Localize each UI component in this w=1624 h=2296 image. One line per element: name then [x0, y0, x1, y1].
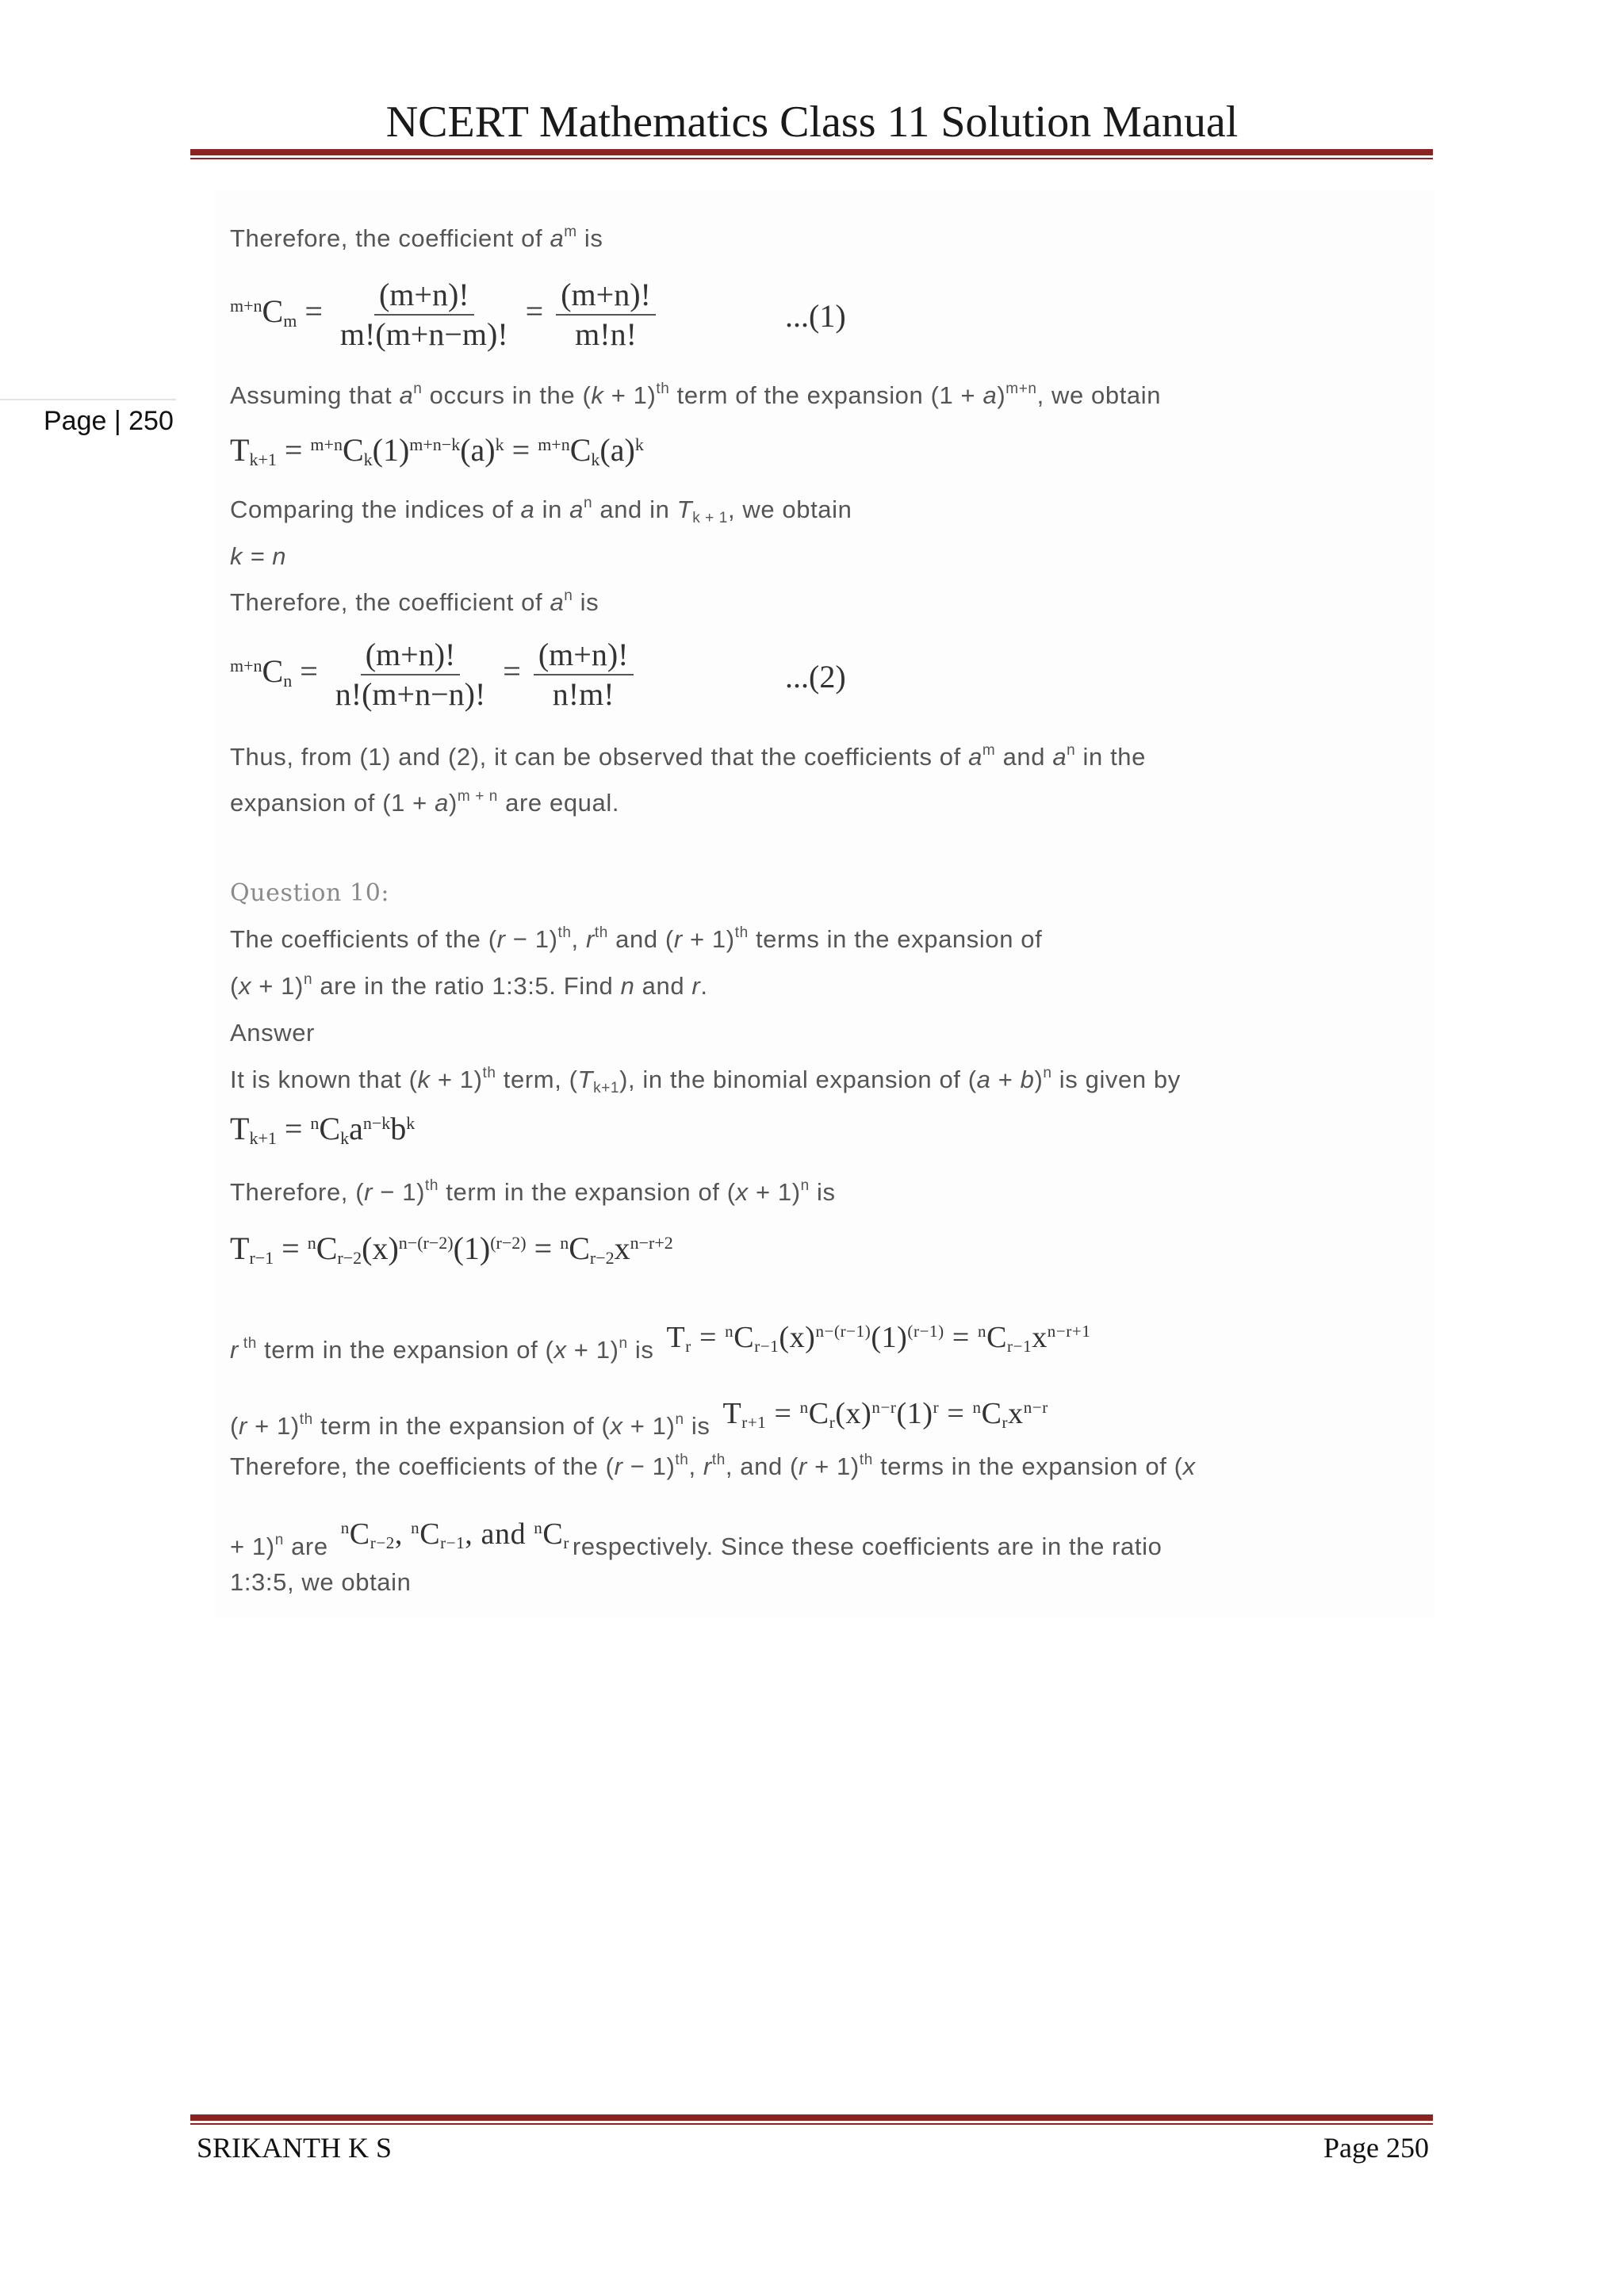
- fraction-numerator: (m+n)!: [534, 639, 634, 675]
- text-segment: C: [262, 653, 284, 690]
- text-line: [230, 1451, 1196, 1483]
- italic-variable: a: [520, 496, 535, 523]
- fraction-denominator: n!(m+n−n)!: [335, 676, 486, 712]
- italic-variable: k: [417, 1066, 431, 1093]
- text-segment: is: [576, 224, 603, 252]
- text-segment: + 1): [748, 1178, 801, 1206]
- text-segment: , we obtain: [1036, 381, 1162, 409]
- text-segment: C: [569, 1230, 590, 1266]
- text-segment: ), in the binomial expansion of (: [619, 1066, 977, 1093]
- superscript: n: [307, 1233, 316, 1253]
- italic-variable: a: [569, 496, 584, 523]
- superscript: th: [482, 1065, 496, 1081]
- superscript: th: [656, 381, 670, 397]
- subscript: r−2: [337, 1248, 362, 1268]
- superscript: m+n−k: [409, 434, 461, 454]
- superscript: k: [634, 434, 644, 454]
- superscript: th: [238, 1335, 257, 1352]
- text-segment: + 1): [251, 972, 304, 1000]
- footer-page-number: Page 250: [1323, 2132, 1429, 2164]
- italic-variable: r: [230, 1336, 239, 1364]
- italic-variable: x: [238, 972, 252, 1000]
- text-segment: (: [230, 972, 239, 1000]
- text-segment: − 1): [373, 1178, 425, 1206]
- italic-variable: r: [703, 1452, 712, 1480]
- text-segment: +: [990, 1066, 1021, 1093]
- answer-heading: [230, 1017, 315, 1049]
- superscript: n−r: [1023, 1398, 1048, 1417]
- superscript: n: [413, 381, 423, 397]
- text-segment: a: [349, 1111, 363, 1146]
- italic-variable: a: [968, 743, 982, 771]
- text-segment: ): [448, 789, 458, 817]
- text-segment: expansion of (1 +: [230, 789, 435, 817]
- fraction-denominator: m!n!: [575, 316, 637, 352]
- superscript: n: [800, 1177, 810, 1194]
- italic-variable: x: [553, 1336, 567, 1364]
- text-segment-group: [230, 1336, 653, 1364]
- superscript: m+n: [538, 434, 570, 454]
- superscript: n: [310, 1113, 320, 1133]
- subscript: r: [1002, 1413, 1009, 1432]
- text-line: [230, 741, 1146, 773]
- text-segment: (1): [372, 432, 410, 468]
- text-segment: =: [274, 1230, 308, 1266]
- superscript: n: [799, 1398, 809, 1417]
- text-segment: C: [542, 1517, 564, 1551]
- superscript: th: [299, 1411, 313, 1428]
- superscript: th: [734, 924, 749, 941]
- text-segment: is: [684, 1412, 710, 1440]
- italic-variable: r: [364, 1178, 373, 1206]
- text-segment: and: [995, 743, 1053, 771]
- text-segment: + 1): [566, 1336, 619, 1364]
- subscript: r−2: [370, 1533, 395, 1552]
- text-segment: x: [1032, 1321, 1048, 1354]
- text-segment: T: [722, 1397, 742, 1430]
- superscript: m+n: [230, 296, 262, 316]
- text-segment: b: [390, 1111, 407, 1146]
- sidebar-divider: [0, 399, 176, 400]
- superscript: n: [675, 1411, 684, 1428]
- text-segment: is: [627, 1336, 654, 1364]
- text-segment: ): [997, 381, 1006, 409]
- text-segment: (a): [599, 432, 635, 468]
- text-segment: =: [276, 432, 311, 468]
- subscript: r: [563, 1533, 569, 1552]
- text-segment: Comparing the indices of: [230, 496, 521, 523]
- text-segment-group: [573, 1533, 1162, 1560]
- text-segment-group: [230, 1412, 710, 1440]
- italic-variable: r: [238, 1412, 247, 1440]
- italic-variable: r: [798, 1452, 807, 1480]
- text-segment: T: [230, 432, 250, 468]
- superscript: n−r: [871, 1398, 897, 1417]
- text-segment: ,: [688, 1452, 703, 1480]
- formula-term-r: [666, 1321, 1091, 1356]
- text-segment: =: [504, 432, 538, 468]
- formula-general-term: [230, 1111, 416, 1148]
- text-segment: C: [316, 1230, 338, 1266]
- text-segment: C: [986, 1321, 1008, 1354]
- superscript: n: [977, 1322, 987, 1341]
- text-line: [230, 380, 1161, 411]
- superscript: m: [982, 742, 996, 759]
- text-segment: =: [939, 1397, 973, 1430]
- text-segment: term in the expansion of (: [439, 1178, 736, 1206]
- formula-term-r-plus-1: [722, 1397, 1048, 1432]
- superscript: n−(r−1): [815, 1322, 871, 1341]
- superscript: m+n: [310, 434, 343, 454]
- text-segment: C: [981, 1397, 1002, 1430]
- text-segment: in: [534, 496, 570, 523]
- text-segment: Therefore, the coefficient of: [230, 224, 550, 252]
- text-segment: (1): [896, 1397, 933, 1430]
- fraction: [335, 279, 513, 350]
- superscript: n: [1067, 742, 1076, 759]
- text-segment: (1): [453, 1230, 491, 1266]
- text-segment: term of the expansion (1 +: [669, 381, 983, 409]
- text-segment: (1): [871, 1321, 908, 1354]
- text-segment: C: [342, 432, 364, 468]
- text-segment: ,: [394, 1517, 412, 1551]
- superscript: n: [972, 1398, 982, 1417]
- text-segment: x: [1008, 1397, 1024, 1430]
- text-segment: (: [230, 1412, 239, 1440]
- text-line: [230, 1398, 1048, 1442]
- text-line: [230, 541, 286, 572]
- sidebar-page-label: Page | 250: [44, 406, 174, 436]
- subscript: r−1: [249, 1248, 274, 1268]
- text-segment-group: [230, 1533, 328, 1560]
- text-segment: − 1): [622, 1452, 676, 1480]
- text-segment: , we obtain: [727, 496, 852, 523]
- text-segment: is given by: [1051, 1066, 1181, 1093]
- text-segment: (x): [362, 1230, 399, 1266]
- page-header-title: NCERT Mathematics Class 11 Solution Manual: [385, 98, 1239, 147]
- superscript: n: [583, 495, 593, 511]
- text-segment: (x): [835, 1397, 872, 1430]
- text-segment: + 1): [247, 1412, 300, 1440]
- text-segment: in the: [1075, 743, 1146, 771]
- fraction-numerator: (m+n)!: [361, 639, 461, 675]
- header-rule: [190, 149, 1433, 159]
- text-segment: =: [944, 1321, 978, 1354]
- subscript: k: [340, 1128, 350, 1148]
- italic-variable: x: [610, 1412, 623, 1440]
- text-segment: C: [349, 1517, 370, 1551]
- superscript: n: [411, 1518, 420, 1537]
- subscript: k+1: [249, 450, 277, 469]
- italic-variable: a: [982, 381, 998, 409]
- text-segment: (x): [779, 1321, 816, 1354]
- fraction-numerator: (m+n)!: [374, 279, 474, 316]
- text-segment: and: [634, 972, 692, 1000]
- text-segment: T: [666, 1321, 686, 1354]
- text-segment: term in the expansion of (: [312, 1412, 611, 1440]
- italic-variable: x: [1182, 1452, 1196, 1480]
- subscript: k+1: [249, 1128, 277, 1148]
- text-segment: − 1): [505, 925, 558, 953]
- text-segment: Therefore, the coefficient of: [230, 588, 550, 616]
- italic-variable: n: [620, 972, 635, 1000]
- text-segment: Assuming that: [230, 381, 400, 409]
- subscript: k+1: [593, 1080, 620, 1096]
- text-line: [230, 587, 599, 618]
- text-segment: terms in the expansion of (: [872, 1452, 1183, 1480]
- text-segment: C: [262, 293, 284, 330]
- superscript: th: [859, 1452, 873, 1468]
- text-segment: Question 10:: [230, 879, 390, 907]
- text-segment: ): [1034, 1066, 1044, 1093]
- text-segment: C: [569, 432, 592, 468]
- question-text: [230, 924, 1042, 955]
- equation-label-1: ...(1): [785, 298, 846, 334]
- italic-variable: r: [614, 1452, 623, 1480]
- fraction: [534, 639, 634, 710]
- text-segment: =: [292, 653, 326, 690]
- superscript: m+n: [230, 656, 262, 676]
- subscript: k: [363, 450, 373, 469]
- subscript: r−1: [754, 1337, 779, 1356]
- text-segment: + 1): [230, 1533, 275, 1560]
- subscript: r+1: [741, 1413, 767, 1432]
- footer-author: SRIKANTH K S: [197, 2132, 393, 2164]
- text-segment: C: [319, 1111, 341, 1146]
- text-segment: , and (: [725, 1452, 799, 1480]
- text-segment: is: [573, 588, 599, 616]
- text-segment: C: [733, 1321, 755, 1354]
- text-segment: ,: [571, 925, 586, 953]
- subscript: r−1: [440, 1533, 465, 1552]
- text-line: [230, 1322, 1090, 1366]
- italic-variable: T: [577, 1066, 594, 1093]
- text-line: [230, 1518, 1162, 1563]
- equation-label-2: ...(2): [785, 659, 846, 695]
- subscript: r−2: [589, 1248, 615, 1268]
- formula-term-k1: [230, 432, 644, 469]
- superscript: n: [560, 1233, 569, 1253]
- text-segment: are in the ratio 1:3:5. Find: [312, 972, 621, 1000]
- formula-term-r-minus-1: [230, 1230, 673, 1268]
- text-segment: + 1): [806, 1452, 860, 1480]
- text-segment: + 1): [603, 381, 657, 409]
- text-segment: + 1): [682, 925, 735, 953]
- text-segment: =: [276, 1111, 311, 1146]
- italic-variable: a: [550, 588, 565, 616]
- superscript: m+n: [1005, 381, 1037, 397]
- superscript: k: [406, 1113, 416, 1133]
- footer-rule: [190, 2114, 1433, 2125]
- superscript: n: [534, 1518, 543, 1537]
- text-line: [230, 494, 852, 526]
- text-segment: Thus, from (1) and (2), it can be observed that the coefficients of: [230, 743, 969, 771]
- text-segment: C: [808, 1397, 829, 1430]
- fraction-denominator: m!(m+n−m)!: [339, 316, 508, 352]
- text-segment: 1:3:5, we obtain: [230, 1568, 412, 1596]
- text-segment: T: [230, 1230, 250, 1266]
- text-segment: , and: [465, 1517, 534, 1551]
- superscript: n: [1043, 1065, 1052, 1081]
- superscript: n: [274, 1532, 284, 1548]
- text-segment: The coefficients of the (: [230, 925, 497, 953]
- italic-variable: k: [591, 381, 604, 409]
- superscript: k: [495, 434, 504, 454]
- superscript: m: [564, 224, 577, 240]
- text-segment: .: [700, 972, 708, 1000]
- subscript: r: [685, 1337, 691, 1356]
- text-segment: =: [495, 653, 529, 690]
- text-segment: T: [230, 1111, 250, 1146]
- text-segment: Answer: [230, 1019, 315, 1047]
- italic-variable: a: [1052, 743, 1067, 771]
- superscript: th: [425, 1177, 439, 1194]
- italic-variable: x: [735, 1178, 749, 1206]
- superscript: (r−2): [490, 1233, 527, 1253]
- superscript: n: [340, 1518, 350, 1537]
- question-text: [230, 970, 708, 1002]
- italic-variable: a: [399, 381, 414, 409]
- text-segment: and in: [592, 496, 677, 523]
- subscript: k + 1: [692, 510, 728, 526]
- text-segment: occurs in the (: [422, 381, 592, 409]
- text-segment: respectively. Since these coefficients are in the ratio: [572, 1533, 1162, 1560]
- text-segment: =: [691, 1321, 726, 1354]
- subscript: r−1: [1007, 1337, 1032, 1356]
- text-line: [230, 1567, 411, 1598]
- subscript: m: [283, 311, 297, 331]
- fraction: [556, 279, 656, 350]
- superscript: n−r+1: [1047, 1322, 1091, 1341]
- superscript: n−(r−2): [398, 1233, 454, 1253]
- text-segment: + 1): [622, 1412, 676, 1440]
- text-segment: =: [526, 1230, 561, 1266]
- text-segment: Therefore, the coefficients of the (: [230, 1452, 615, 1480]
- text-segment: C: [419, 1517, 441, 1551]
- superscript: m + n: [457, 788, 498, 805]
- italic-variable: a: [550, 224, 565, 252]
- text-segment: =: [297, 293, 331, 330]
- superscript: th: [557, 924, 572, 941]
- text-segment: + 1): [430, 1066, 483, 1093]
- superscript: n: [619, 1335, 628, 1352]
- superscript: n−k: [362, 1113, 391, 1133]
- text-line: [230, 787, 619, 819]
- superscript: n: [303, 971, 313, 988]
- text-line: [230, 223, 603, 254]
- italic-variable: r: [691, 972, 701, 1000]
- superscript: th: [594, 924, 608, 941]
- text-line: [230, 1064, 1181, 1096]
- subscript: n: [283, 671, 293, 691]
- fraction-denominator: n!m!: [552, 676, 615, 712]
- superscript: th: [675, 1452, 689, 1468]
- text-segment: term, (: [496, 1066, 578, 1093]
- text-line: [230, 1177, 836, 1208]
- fraction-numerator: (m+n)!: [556, 279, 656, 316]
- superscript: r: [933, 1398, 940, 1417]
- italic-variable: r: [496, 925, 506, 953]
- text-segment: and (: [607, 925, 674, 953]
- question-heading: [230, 878, 389, 909]
- formula-coefficient-an: [230, 639, 638, 710]
- text-segment: term in the expansion of (: [256, 1336, 554, 1364]
- subscript: r: [829, 1413, 836, 1432]
- italic-variable: k = n: [230, 542, 287, 570]
- fraction: [331, 639, 491, 710]
- text-segment: are equal.: [497, 789, 620, 817]
- superscript: n−r+2: [630, 1233, 673, 1253]
- text-segment: are: [283, 1533, 328, 1560]
- text-segment: is: [809, 1178, 836, 1206]
- text-segment: x: [614, 1230, 630, 1266]
- italic-variable: T: [676, 496, 693, 523]
- italic-variable: a: [435, 789, 449, 817]
- subscript: k: [591, 450, 600, 469]
- text-segment: =: [517, 293, 552, 330]
- text-segment: Therefore, (: [230, 1178, 365, 1206]
- superscript: th: [711, 1452, 726, 1468]
- superscript: (r−1): [907, 1322, 944, 1341]
- text-segment: terms in the expansion of: [748, 925, 1043, 953]
- italic-variable: a: [976, 1066, 991, 1093]
- italic-variable: r: [673, 925, 683, 953]
- formula-coefficients: [341, 1518, 569, 1550]
- text-segment: It is known that (: [230, 1066, 418, 1093]
- text-segment: =: [766, 1397, 800, 1430]
- superscript: n: [725, 1322, 734, 1341]
- italic-variable: r: [585, 925, 595, 953]
- italic-variable: b: [1020, 1066, 1035, 1093]
- formula-coefficient-am: [230, 279, 661, 350]
- text-segment: (a): [460, 432, 496, 468]
- superscript: n: [564, 587, 573, 604]
